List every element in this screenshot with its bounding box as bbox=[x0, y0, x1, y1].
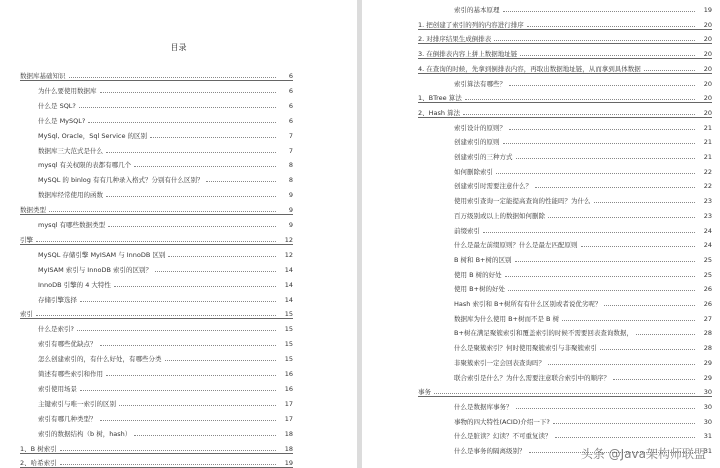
toc-entry-page: 28 bbox=[703, 344, 712, 353]
toc-entry[interactable] bbox=[454, 0, 712, 14]
toc-entry-page: 9 bbox=[288, 191, 293, 200]
toc-entry-page: 26 bbox=[703, 300, 712, 308]
toc-entry[interactable] bbox=[20, 66, 293, 81]
toc-entry-label: 如何删除索引 bbox=[454, 167, 493, 176]
toc-entry-page: 9 bbox=[288, 206, 293, 215]
toc-entry-page: 15 bbox=[284, 310, 293, 319]
toc-entry-page: 19 bbox=[703, 6, 712, 14]
toc-leader-dots bbox=[505, 276, 695, 277]
toc-leader-dots bbox=[106, 196, 276, 197]
toc-entry-page: 30 bbox=[703, 417, 712, 426]
toc-leader-dots bbox=[80, 390, 276, 391]
toc-entry[interactable] bbox=[454, 368, 712, 382]
toc-leader-dots bbox=[100, 420, 277, 421]
toc-entry-page: 16 bbox=[284, 370, 293, 378]
toc-leader-dots bbox=[168, 256, 276, 257]
toc-entry[interactable] bbox=[418, 44, 712, 59]
toc-leader-dots bbox=[60, 450, 276, 451]
toc-leader-dots bbox=[483, 232, 695, 233]
toc-entry-page: 6 bbox=[288, 86, 293, 95]
toc-leader-dots bbox=[503, 143, 696, 144]
toc-entry[interactable] bbox=[454, 206, 712, 220]
toc-entry[interactable] bbox=[418, 103, 712, 118]
toc-entry[interactable] bbox=[38, 245, 293, 259]
toc-entry[interactable] bbox=[418, 88, 712, 103]
toc-entry-page: 25 bbox=[703, 270, 712, 279]
toc-entry-label: 非聚簇索引一定会回表查询吗？ bbox=[454, 358, 545, 367]
toc-leader-dots bbox=[134, 435, 276, 436]
toc-leader-dots bbox=[520, 55, 695, 56]
toc-entry[interactable] bbox=[20, 200, 293, 215]
toc-entry[interactable] bbox=[38, 424, 293, 438]
watermark: 头条 @Java架构师联盟 bbox=[580, 447, 706, 461]
toc-entry-page: 31 bbox=[703, 432, 712, 441]
toc-leader-dots bbox=[165, 360, 277, 361]
toc-leader-dots bbox=[535, 187, 695, 188]
toc-leader-dots bbox=[503, 11, 696, 12]
toc-leader-dots bbox=[509, 129, 695, 130]
toc-entry-page: 14 bbox=[284, 265, 293, 274]
toc-entry-page: 21 bbox=[703, 138, 712, 147]
toc-entry-label: 存储引擎选择 bbox=[38, 295, 77, 304]
toc-entry-page: 22 bbox=[703, 182, 712, 191]
toc-leader-dots bbox=[600, 349, 695, 350]
toc-entry[interactable] bbox=[454, 176, 712, 190]
toc-entry-label: 联合索引是什么？为什么需要注意联合索引中的顺序？ bbox=[454, 373, 610, 382]
toc-leader-dots bbox=[562, 320, 695, 321]
toc-leader-dots bbox=[496, 173, 695, 174]
toc-leader-dots bbox=[155, 271, 276, 272]
toc-entry[interactable] bbox=[454, 74, 712, 88]
toc-entry-page: 7 bbox=[288, 131, 293, 140]
toc-entry-label: 什么是最左前缀原则？什么是最左匹配原则 bbox=[454, 241, 578, 250]
toc-entry[interactable] bbox=[38, 364, 293, 378]
toc-entry-page: 16 bbox=[284, 384, 293, 393]
toc-entry-label: 索引设计的原则？ bbox=[454, 123, 506, 132]
toc-entry[interactable] bbox=[418, 59, 712, 74]
toc-entry-label: 索引有哪几种类型？ bbox=[38, 414, 97, 423]
toc-entry[interactable] bbox=[454, 397, 712, 411]
toc-entry-label: mysql 有哪些数据类型 bbox=[38, 221, 106, 229]
toc-leader-dots bbox=[644, 70, 695, 71]
toc-entry[interactable] bbox=[20, 453, 293, 468]
toc-entry-label: 索引使用场景 bbox=[38, 384, 77, 393]
toc-entry[interactable] bbox=[20, 439, 293, 454]
toc-entry[interactable] bbox=[418, 15, 712, 30]
toc-entry-label: 2、哈希索引 bbox=[20, 459, 57, 468]
toc-leader-dots bbox=[527, 26, 695, 27]
toc-entry-label: Hash 索引和 B+树所有有什么区别或者说优劣呢？ bbox=[454, 300, 602, 308]
toc-entry[interactable] bbox=[454, 162, 712, 176]
toc-entry[interactable] bbox=[454, 250, 712, 264]
toc-entry-page: 23 bbox=[703, 211, 712, 220]
toc-entry[interactable] bbox=[454, 191, 712, 205]
toc-leader-dots bbox=[49, 211, 276, 212]
toc-entry[interactable] bbox=[38, 275, 293, 289]
toc-entry-page: 15 bbox=[284, 340, 293, 349]
toc-entry-label: 数据库为什么使用 B+树而不是 B 树 bbox=[454, 314, 560, 323]
toc-entry-label: 什么是数据库事务？ bbox=[454, 402, 513, 411]
toc-entry-page: 22 bbox=[703, 167, 712, 176]
toc-leader-dots bbox=[548, 364, 695, 365]
toc-entry[interactable] bbox=[454, 353, 712, 367]
toc-entry-page: 20 bbox=[703, 20, 712, 29]
toc-entry-page: 6 bbox=[288, 72, 293, 80]
toc-entry-page: 30 bbox=[703, 402, 712, 411]
toc-leader-dots bbox=[581, 246, 696, 247]
toc-leader-dots bbox=[206, 181, 276, 182]
toc-entry[interactable] bbox=[20, 304, 293, 319]
toc-entry-label: 数据库经常使用的函数 bbox=[38, 191, 103, 200]
toc-entry-page: 30 bbox=[703, 388, 712, 397]
toc-entry-page: 8 bbox=[288, 176, 293, 185]
toc-entry-label: 3. 在倒排表内容上拼上数据地址链 bbox=[418, 50, 518, 59]
toc-entry-label: 什么是 SQL? bbox=[38, 101, 76, 110]
toc-entry[interactable] bbox=[38, 290, 293, 304]
toc-entry-page: 12 bbox=[284, 250, 293, 259]
toc-entry-page: 20 bbox=[703, 50, 712, 59]
toc-entry[interactable] bbox=[454, 265, 712, 279]
toc-entry-label: 使用 B+树的好处 bbox=[454, 285, 505, 294]
toc-entry[interactable] bbox=[38, 349, 293, 363]
toc-entry-label: 数据类型 bbox=[20, 206, 46, 215]
toc-entry-page: 14 bbox=[284, 295, 293, 304]
toc-entry-page: 14 bbox=[284, 280, 293, 289]
toc-entry-label: MySQL 存储引擎 MyISAM 与 InnoDB 区别 bbox=[38, 250, 166, 259]
toc-leader-dots bbox=[516, 408, 696, 409]
toc-leader-dots bbox=[463, 114, 695, 115]
toc-entry[interactable] bbox=[454, 132, 712, 146]
left-page bbox=[0, 0, 357, 468]
toc-entry-page: 28 bbox=[703, 329, 712, 338]
toc-leader-dots bbox=[516, 158, 696, 159]
toc-entry[interactable] bbox=[38, 379, 293, 393]
toc-entry[interactable] bbox=[454, 118, 712, 132]
toc-entry[interactable] bbox=[38, 409, 293, 423]
toc-leader-dots bbox=[508, 290, 695, 291]
toc-entry[interactable] bbox=[38, 111, 293, 125]
toc-entry-label: 事务 bbox=[418, 388, 431, 397]
toc-entry[interactable] bbox=[454, 323, 712, 337]
toc-entry-label: 百万级别或以上的数据如何删除 bbox=[454, 211, 545, 220]
toc-leader-dots bbox=[555, 437, 696, 438]
toc-entry-label: 创建索引的原则 bbox=[454, 138, 500, 147]
toc-entry-label: 简述有哪些索引和作用 bbox=[38, 370, 103, 378]
toc-entry[interactable] bbox=[454, 426, 712, 440]
toc-entry-page: 9 bbox=[288, 221, 293, 229]
toc-entry[interactable] bbox=[20, 230, 293, 245]
toc-entry-label: 使用 B 树的好处 bbox=[454, 270, 502, 279]
toc-entry-label: 主键索引与唯一索引的区别 bbox=[38, 399, 116, 408]
toc-entry[interactable] bbox=[38, 141, 293, 155]
toc-entry[interactable] bbox=[418, 29, 712, 44]
toc-entry[interactable] bbox=[38, 170, 293, 184]
toc-leader-dots bbox=[509, 85, 695, 86]
toc-entry[interactable] bbox=[38, 215, 293, 229]
toc-entry-label: 使用索引查询一定能提高查询的性能吗？为什么 bbox=[454, 197, 591, 206]
toc-leader-dots bbox=[134, 166, 276, 167]
toc-leader-dots bbox=[36, 241, 276, 242]
toc-entry-label: 索引的基本原理 bbox=[454, 6, 500, 14]
toc-leader-dots bbox=[106, 152, 276, 153]
toc-entry-page: 15 bbox=[284, 355, 293, 364]
toc-entry-page: 18 bbox=[284, 444, 293, 453]
toc-entry[interactable] bbox=[454, 412, 712, 426]
toc-leader-dots bbox=[150, 137, 276, 138]
toc-entry-label: B 树和 B+树的区别 bbox=[454, 255, 512, 264]
toc-entry-page: 24 bbox=[703, 241, 712, 250]
toc-entry-label: 什么是 MySQL? bbox=[38, 116, 86, 125]
toc-entry-page: 31 bbox=[703, 447, 712, 455]
toc-entry-label: 怎么创建索引的，有什么好处，有哪些分类 bbox=[38, 355, 162, 364]
toc-entry[interactable] bbox=[38, 260, 293, 274]
toc-entry-page: 17 bbox=[284, 399, 293, 408]
toc-entry-label: 索引有哪些优缺点？ bbox=[38, 340, 97, 349]
toc-entry-label: 2、Hash 算法 bbox=[418, 108, 461, 117]
toc-entry[interactable] bbox=[454, 309, 712, 323]
toc-entry[interactable] bbox=[454, 294, 712, 308]
toc-entry-label: 创建索引时需要注意什么？ bbox=[454, 182, 532, 191]
toc-entry-label: 索引的数据结构（b 树，hash） bbox=[38, 429, 132, 438]
toc-leader-dots bbox=[119, 405, 276, 406]
toc-entry-label: 1. 把创建了索引的列的内容进行排序 bbox=[418, 20, 524, 29]
toc-entry-label: 1、BTree 算法 bbox=[418, 94, 462, 103]
toc-entry[interactable] bbox=[454, 147, 712, 161]
toc-entry-page: 21 bbox=[703, 153, 712, 161]
toc-leader-dots bbox=[88, 122, 276, 123]
toc-entry-page: 15 bbox=[284, 325, 293, 334]
toc-entry-page: 29 bbox=[703, 358, 712, 367]
toc-leader-dots bbox=[100, 345, 277, 346]
toc-entry-page: 17 bbox=[284, 414, 293, 423]
toc-entry-page: 18 bbox=[284, 429, 293, 438]
toc-leader-dots bbox=[69, 77, 277, 78]
toc-entry-label: 为什么要使用数据库 bbox=[38, 86, 97, 95]
toc-entry[interactable] bbox=[454, 279, 712, 293]
toc-entry-label: MySQL 的 binlog 有有几种录入格式？分别有什么区别？ bbox=[38, 176, 204, 185]
toc-leader-dots bbox=[434, 393, 695, 394]
toc-title: 目录 bbox=[170, 43, 187, 52]
toc-entry-page: 8 bbox=[288, 161, 293, 170]
toc-entry-label: 1、B 树索引 bbox=[20, 444, 57, 453]
toc-entry[interactable] bbox=[38, 394, 293, 408]
toc-entry-label: 什么是索引? bbox=[38, 325, 74, 334]
toc-entry-label: MySql, Oracle，Sql Service 的区别 bbox=[38, 131, 148, 140]
toc-entry-page: 12 bbox=[284, 235, 293, 244]
toc-leader-dots bbox=[553, 423, 695, 424]
toc-entry-page: 19 bbox=[284, 459, 293, 468]
toc-entry-label: 索引算法有哪些？ bbox=[454, 79, 506, 88]
toc-leader-dots bbox=[636, 334, 695, 335]
toc-entry-page: 23 bbox=[703, 197, 712, 206]
toc-leader-dots bbox=[594, 202, 696, 203]
toc-leader-dots bbox=[77, 330, 276, 331]
toc-entry[interactable] bbox=[38, 334, 293, 348]
toc-entry[interactable] bbox=[38, 185, 293, 199]
toc-entry-page: 20 bbox=[703, 94, 712, 103]
toc-leader-dots bbox=[515, 261, 696, 262]
toc-entry-label: B+树在满足聚簇索引和覆盖索引的时候不需要回表查询数据， bbox=[454, 329, 633, 338]
toc-entry-label: 4. 在查询的时候，先拿到倒排表内容，再取出数据地址链，从而拿到具体数据 bbox=[418, 64, 641, 73]
toc-leader-dots bbox=[494, 40, 695, 41]
toc-entry-page: 20 bbox=[703, 35, 712, 44]
toc-entry-label: 数据库基础知识 bbox=[20, 72, 66, 80]
toc-entry-page: 29 bbox=[703, 373, 712, 382]
toc-entry[interactable] bbox=[454, 235, 712, 249]
toc-entry[interactable] bbox=[38, 319, 293, 333]
toc-leader-dots bbox=[100, 92, 277, 93]
toc-leader-dots bbox=[548, 217, 695, 218]
toc-leader-dots bbox=[465, 99, 695, 100]
toc-entry-label: 什么是事务的隔离级别？ bbox=[454, 447, 526, 455]
toc-entry[interactable] bbox=[454, 221, 712, 235]
toc-entry-label: MyISAM 索引与 InnoDB 索引的区别？ bbox=[38, 265, 152, 274]
toc-entry-label: 什么是聚簇索引？何时使用聚簇索引与非聚簇索引 bbox=[454, 344, 597, 353]
toc-leader-dots bbox=[114, 286, 276, 287]
toc-leader-dots bbox=[106, 375, 276, 376]
toc-entry-label: 创建索引的三种方式 bbox=[454, 153, 513, 161]
toc-leader-dots bbox=[36, 315, 276, 316]
toc-entry-label: mysql 有关权限的表都有哪几个 bbox=[38, 161, 132, 170]
toc-entry-label: 引擎 bbox=[20, 235, 33, 244]
toc-entry[interactable] bbox=[38, 155, 293, 169]
toc-entry-label: 索引 bbox=[20, 310, 33, 319]
toc-leader-dots bbox=[108, 226, 276, 227]
toc-leader-dots bbox=[79, 107, 276, 108]
toc-entry-label: 2. 对排序结果生成倒排表 bbox=[418, 35, 492, 44]
toc-entry[interactable] bbox=[418, 382, 712, 397]
toc-entry-label: 什么是脏读？幻读？不可重复读？ bbox=[454, 432, 552, 441]
toc-leader-dots bbox=[60, 464, 276, 465]
toc-entry-page: 26 bbox=[703, 285, 712, 294]
toc-entry-label: 前缀索引 bbox=[454, 226, 480, 235]
toc-entry-page: 20 bbox=[703, 108, 712, 117]
toc-entry-page: 6 bbox=[288, 116, 293, 125]
toc-leader-dots bbox=[80, 301, 276, 302]
toc-entry-page: 25 bbox=[703, 255, 712, 264]
right-page bbox=[362, 0, 720, 468]
toc-entry-page: 27 bbox=[703, 314, 712, 323]
toc-entry-page: 6 bbox=[288, 101, 293, 110]
toc-entry-page: 24 bbox=[703, 226, 712, 235]
toc-entry-label: InnoDB 引擎的 4 大特性 bbox=[38, 280, 111, 289]
toc-entry-page: 7 bbox=[288, 146, 293, 155]
toc-entry[interactable] bbox=[38, 126, 293, 140]
toc-leader-dots bbox=[604, 305, 695, 306]
toc-entry[interactable] bbox=[38, 96, 293, 110]
toc-entry-label: 事物的四大特性(ACID)介绍一下? bbox=[454, 417, 550, 426]
toc-leader-dots bbox=[613, 379, 695, 380]
toc-entry-label: 数据库三大范式是什么 bbox=[38, 146, 103, 155]
toc-entry-page: 20 bbox=[703, 79, 712, 88]
toc-entry[interactable] bbox=[454, 338, 712, 352]
toc-entry-page: 20 bbox=[703, 64, 712, 73]
toc-entry-page: 21 bbox=[703, 123, 712, 132]
toc-entry[interactable] bbox=[38, 81, 293, 95]
